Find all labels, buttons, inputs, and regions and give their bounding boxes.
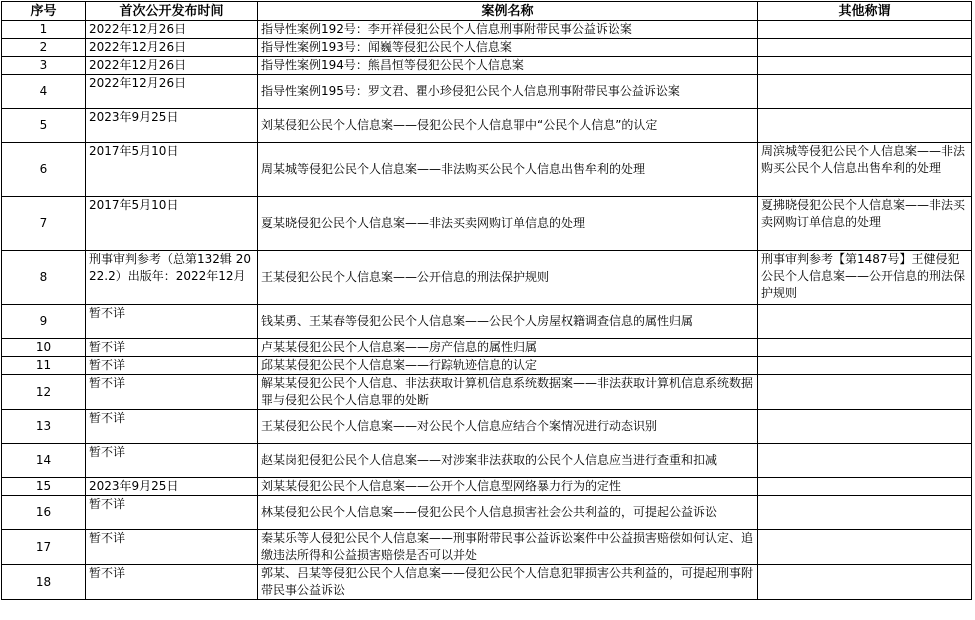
row-number: 4 — [2, 75, 86, 109]
table-row — [2, 75, 972, 109]
other-name — [758, 305, 972, 339]
row-number: 15 — [2, 478, 86, 496]
other-name — [758, 375, 972, 410]
publish-date: 暂不详 — [86, 496, 258, 530]
row-number: 14 — [2, 444, 86, 478]
table-row — [2, 478, 972, 496]
other-name — [758, 109, 972, 143]
case-name: 郭某、吕某等侵犯公民个人信息案——侵犯公民个人信息犯罪损害公共利益的，可提起刑事附带民事公益诉讼 — [258, 565, 758, 600]
other-name: 刑事审判参考【第1487号】王健侵犯公民个人信息案——公开信息的刑法保护规则 — [758, 251, 972, 305]
publish-date: 2017年5月10日 — [86, 143, 258, 197]
header-no: 序号 — [2, 2, 86, 21]
table-row — [2, 339, 972, 357]
row-number: 12 — [2, 375, 86, 410]
case-name: 刘某侵犯公民个人信息案——侵犯公民个人信息罪中“公民个人信息”的认定 — [258, 109, 758, 143]
table-row — [2, 21, 972, 39]
publish-date: 2022年12月26日 — [86, 21, 258, 39]
row-number: 17 — [2, 530, 86, 565]
publish-date: 刑事审判参考（总第132辑 2022.2）出版年：2022年12月 — [86, 251, 258, 305]
row-number: 1 — [2, 21, 86, 39]
row-number: 11 — [2, 357, 86, 375]
row-number: 8 — [2, 251, 86, 305]
other-name — [758, 530, 972, 565]
header-date: 首次公开发布时间 — [86, 2, 258, 21]
publish-date: 2022年12月26日 — [86, 57, 258, 75]
table-row — [2, 109, 972, 143]
table-row — [2, 357, 972, 375]
row-number: 7 — [2, 197, 86, 251]
header-other-names: 其他称谓 — [758, 2, 972, 21]
row-number: 3 — [2, 57, 86, 75]
case-name: 王某侵犯公民个人信息案——对公民个人信息应结合个案情况进行动态识别 — [258, 410, 758, 444]
case-name: 秦某乐等人侵犯公民个人信息案——刑事附带民事公益诉讼案件中公益损害赔偿如何认定、追缴违法所得和公益损害赔偿是否可以并处 — [258, 530, 758, 565]
table-row — [2, 143, 972, 197]
case-name: 指导性案例193号：闻巍等侵犯公民个人信息案 — [258, 39, 758, 57]
publish-date: 暂不详 — [86, 375, 258, 410]
publish-date: 2017年5月10日 — [86, 197, 258, 251]
table-row — [2, 410, 972, 444]
other-name: 周滨城等侵犯公民个人信息案——非法购买公民个人信息出售牟利的处理 — [758, 143, 972, 197]
other-name — [758, 39, 972, 57]
case-table — [1, 1, 972, 600]
other-name — [758, 444, 972, 478]
case-name: 解某某侵犯公民个人信息、非法获取计算机信息系统数据案——非法获取计算机信息系统数据罪与侵犯公民个人信息罪的处断 — [258, 375, 758, 410]
table-row — [2, 251, 972, 305]
row-number: 18 — [2, 565, 86, 600]
publish-date: 2023年9月25日 — [86, 109, 258, 143]
other-name — [758, 75, 972, 109]
header-row — [2, 2, 972, 21]
publish-date: 暂不详 — [86, 530, 258, 565]
table-row — [2, 565, 972, 600]
row-number: 5 — [2, 109, 86, 143]
publish-date: 2022年12月26日 — [86, 75, 258, 109]
publish-date: 暂不详 — [86, 565, 258, 600]
other-name — [758, 57, 972, 75]
publish-date: 暂不详 — [86, 357, 258, 375]
case-name: 夏某晓侵犯公民个人信息案——非法买卖网购订单信息的处理 — [258, 197, 758, 251]
publish-date: 暂不详 — [86, 444, 258, 478]
case-name: 邱某某侵犯公民个人信息案——行踪轨迹信息的认定 — [258, 357, 758, 375]
publish-date: 2022年12月26日 — [86, 39, 258, 57]
case-name: 林某侵犯公民个人信息案——侵犯公民个人信息损害社会公共利益的，可提起公益诉讼 — [258, 496, 758, 530]
case-name: 指导性案例192号：李开祥侵犯公民个人信息刑事附带民事公益诉讼案 — [258, 21, 758, 39]
case-name: 卢某某侵犯公民个人信息案——房产信息的属性归属 — [258, 339, 758, 357]
other-name — [758, 21, 972, 39]
case-name: 刘某某侵犯公民个人信息案——公开个人信息型网络暴力行为的定性 — [258, 478, 758, 496]
other-name — [758, 496, 972, 530]
table-row — [2, 57, 972, 75]
table-row — [2, 496, 972, 530]
header-case-name: 案例名称 — [258, 2, 758, 21]
table-row — [2, 39, 972, 57]
other-name — [758, 565, 972, 600]
row-number: 10 — [2, 339, 86, 357]
other-name — [758, 478, 972, 496]
row-number: 16 — [2, 496, 86, 530]
other-name — [758, 357, 972, 375]
other-name: 夏拂晓侵犯公民个人信息案——非法买卖网购订单信息的处理 — [758, 197, 972, 251]
row-number: 2 — [2, 39, 86, 57]
case-name: 钱某勇、王某春等侵犯公民个人信息案——公民个人房屋权籍调查信息的属性归属 — [258, 305, 758, 339]
publish-date: 2023年9月25日 — [86, 478, 258, 496]
other-name — [758, 339, 972, 357]
case-name: 指导性案例194号：熊昌恒等侵犯公民个人信息案 — [258, 57, 758, 75]
case-name: 指导性案例195号：罗文君、瞿小珍侵犯公民个人信息刑事附带民事公益诉讼案 — [258, 75, 758, 109]
publish-date: 暂不详 — [86, 305, 258, 339]
row-number: 13 — [2, 410, 86, 444]
table-row — [2, 305, 972, 339]
case-name: 周某城等侵犯公民个人信息案——非法购买公民个人信息出售牟利的处理 — [258, 143, 758, 197]
table-row — [2, 444, 972, 478]
table-row — [2, 197, 972, 251]
case-name: 赵某岗犯侵犯公民个人信息案——对涉案非法获取的公民个人信息应当进行查重和扣减 — [258, 444, 758, 478]
table-row — [2, 375, 972, 410]
row-number: 6 — [2, 143, 86, 197]
row-number: 9 — [2, 305, 86, 339]
publish-date: 暂不详 — [86, 339, 258, 357]
case-name: 王某侵犯公民个人信息案——公开信息的刑法保护规则 — [258, 251, 758, 305]
table-row — [2, 530, 972, 565]
publish-date: 暂不详 — [86, 410, 258, 444]
other-name — [758, 410, 972, 444]
